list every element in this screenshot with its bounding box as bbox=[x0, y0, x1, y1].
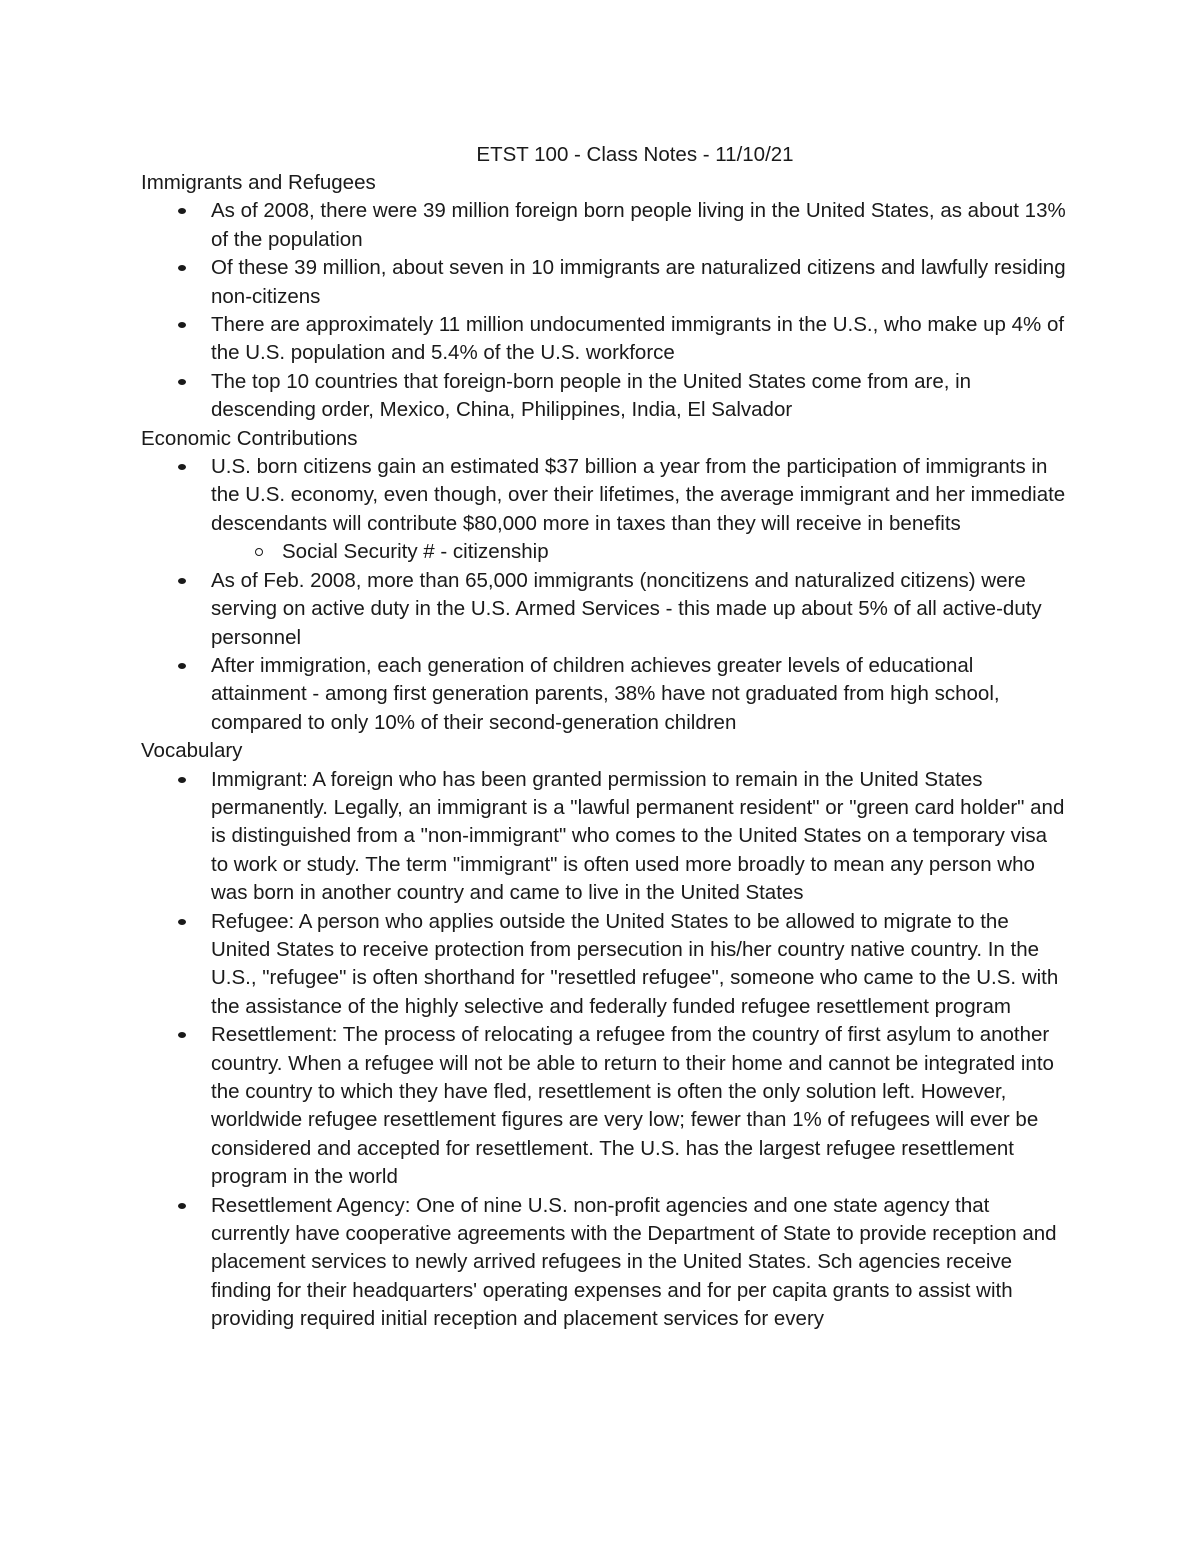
list-item bbox=[211, 368, 1066, 425]
list-item bbox=[211, 1192, 1066, 1334]
list-item-text: Resettlement Agency: One of nine U.S. non-profit agencies and one state agency that currently have cooperative agreements with the Department of State to provide reception and placement services to newly arrived refugees in the United States. Sch agencies receive finding for their headquarters' operating expenses and for per capita grants to assist with providing required initial reception and placement services for every bbox=[211, 1193, 1057, 1331]
bullet-icon bbox=[178, 578, 186, 584]
list-item bbox=[211, 254, 1066, 311]
bullet-icon bbox=[178, 322, 186, 328]
section-heading: Vocabulary bbox=[141, 739, 243, 763]
list-item-text: Of these 39 million, about seven in 10 immigrants are naturalized citizens and lawfully residing non-citizens bbox=[211, 256, 1066, 308]
hollow-bullet-icon bbox=[255, 548, 263, 556]
section-economic-contributions bbox=[141, 425, 1066, 737]
list-item bbox=[211, 652, 1066, 737]
bullet-icon bbox=[178, 379, 186, 385]
list-item-text: As of 2008, there were 39 million foreign born people living in the United States, as about 13% of the population bbox=[211, 199, 1066, 251]
bullet-icon bbox=[178, 663, 186, 669]
bullet-icon bbox=[178, 777, 186, 783]
notes-body bbox=[141, 169, 1066, 1334]
list-item-text: U.S. born citizens gain an estimated $37 billion a year from the participation of immigrants in the U.S. economy, even though, over their lifetimes, the average immigrant and her immediate descendants will contribute $80,000 more in taxes than they will receive in benefits bbox=[211, 455, 1066, 535]
list-item-text: Resettlement: The process of relocating a refugee from the country of first asylum to another country. When a refugee will not be able to return to their home and cannot be integrated into the country to which they have fled, resettlement is often the only solution left. However, worldwide refugee resettlement figures are very low; fewer than 1% of refugees will ever be considered and accepted for resettlement. The U.S. has the largest refugee resettlement program in the world bbox=[211, 1023, 1054, 1189]
bullet-icon bbox=[178, 265, 186, 271]
sub-list-item-text: Social Security # - citizenship bbox=[282, 540, 549, 564]
bullet-list bbox=[141, 197, 1066, 424]
bullet-list bbox=[141, 453, 1066, 737]
list-item bbox=[211, 197, 1066, 254]
list-item bbox=[211, 567, 1066, 652]
list-item-text: Refugee: A person who applies outside the United States to be allowed to migrate to the United States to receive protection from persecution in his/her country native country. In the U.S., "refugee" is often shorthand for "resettled refugee", someone who came to the U.S. with the assistance of the highly selective and federally funded refugee resettlement program bbox=[211, 909, 1059, 1018]
bullet-icon bbox=[178, 208, 186, 214]
list-item bbox=[211, 311, 1066, 368]
section-heading: Economic Contributions bbox=[141, 426, 358, 450]
list-item-text: As of Feb. 2008, more than 65,000 immigrants (noncitizens and naturalized citizens) were serving on active duty in the U.S. Armed Services - this made up about 5% of all active-duty personnel bbox=[211, 568, 1042, 649]
bullet-icon bbox=[178, 919, 186, 925]
list-item-text: There are approximately 11 million undocumented immigrants in the U.S., who make up 4% of the U.S. population and 5.4% of the U.S. workforce bbox=[211, 313, 1065, 365]
list-item-text: After immigration, each generation of children achieves greater levels of educational attainment - among first generation parents, 38% have not graduated from high school, compared to only 10% of their second-generation children bbox=[211, 653, 1000, 734]
list-item bbox=[211, 908, 1066, 1022]
list-item bbox=[211, 453, 1066, 567]
sub-bullet-list bbox=[211, 538, 1066, 566]
list-item-text: Immigrant: A foreign who has been granted permission to remain in the United States permanently. Legally, an immigrant is a "lawful permanent resident" or "green card holder" and is distinguished from a "non-immigrant" who comes to the United States on a temporary visa to work or study. The term "immigrant" is often used more broadly to mean any person who was born in another country and came to live in the United States bbox=[211, 767, 1065, 905]
bullet-icon bbox=[178, 1032, 186, 1038]
list-item bbox=[211, 1021, 1066, 1191]
bullet-list bbox=[141, 766, 1066, 1334]
bullet-icon bbox=[178, 1203, 186, 1209]
list-item bbox=[211, 766, 1066, 908]
list-item-text: The top 10 countries that foreign-born people in the United States come from are, in descending order, Mexico, China, Philippines, India, El Salvador bbox=[211, 369, 972, 422]
bullet-icon bbox=[178, 464, 186, 470]
section-heading: Immigrants and Refugees bbox=[141, 171, 376, 194]
page-title: ETST 100 - Class Notes - 11/10/21 bbox=[476, 143, 794, 166]
section-immigrants-and-refugees bbox=[141, 169, 1066, 425]
section-vocabulary bbox=[141, 737, 1066, 1334]
sub-list-item bbox=[282, 538, 1066, 566]
